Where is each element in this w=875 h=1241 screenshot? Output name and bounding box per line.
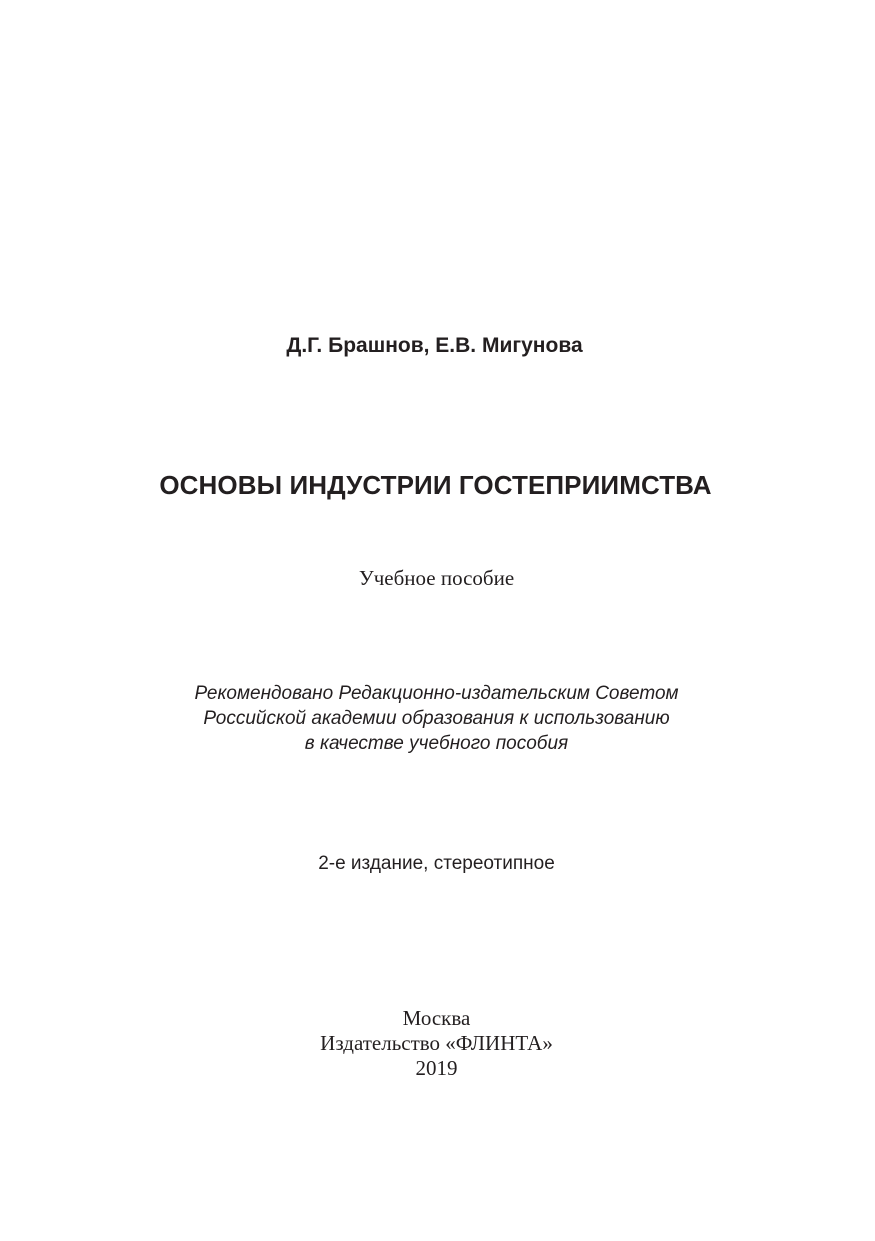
imprint-year: 2019 — [415, 1056, 458, 1080]
recommendation-line: в качестве учебного пособия — [304, 733, 569, 754]
imprint-publisher: Издательство «ФЛИНТА» — [320, 1031, 553, 1055]
book-subtitle: Учебное пособие — [358, 566, 515, 590]
recommendation-line: Рекомендовано Редакционно-издательским Советом — [194, 683, 679, 704]
recommendation-line: Российской академии образования к использованию — [203, 708, 670, 729]
edition-note: 2-е издание, стереотипное — [318, 853, 555, 874]
book-title: ОСНОВЫ ИНДУСТРИИ ГОСТЕПРИИМСТВА — [159, 470, 712, 500]
imprint-city: Москва — [402, 1006, 471, 1030]
authors: Д.Г. Брашнов, Е.В. Мигунова — [286, 334, 583, 357]
